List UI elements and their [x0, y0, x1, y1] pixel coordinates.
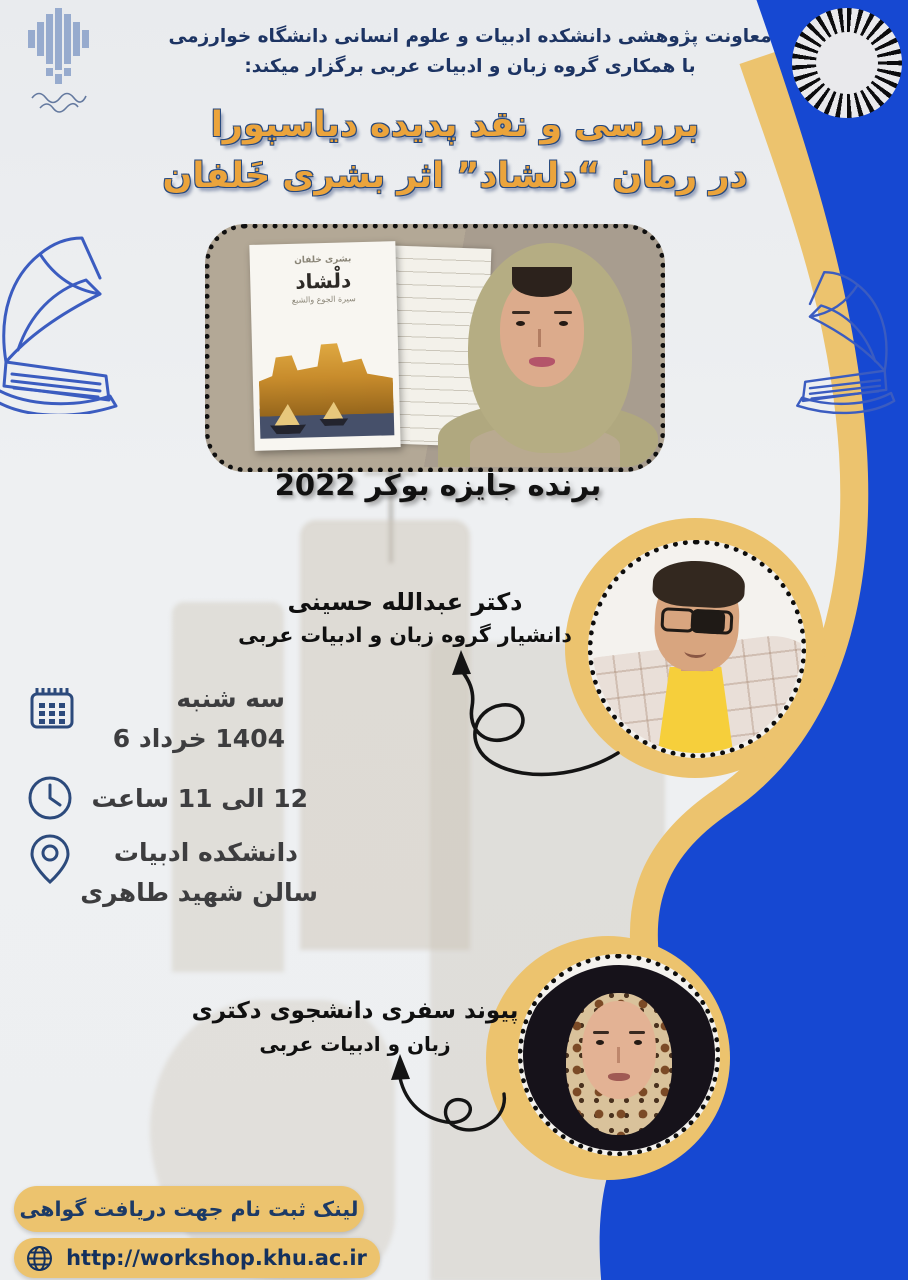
book-cover [249, 241, 400, 451]
author-hair [512, 267, 572, 297]
event-title [105, 100, 805, 202]
speaker2-role: زبان و ادبیات عربی [259, 1031, 451, 1056]
author-lips [529, 357, 555, 367]
curly-arrow [372, 1042, 512, 1142]
speaker2-brow [593, 1031, 609, 1034]
book-cover-author: بشری خلفان [294, 254, 352, 266]
event-time: 12 الی 11 ساعت [91, 784, 308, 813]
speaker2-lips [608, 1073, 630, 1081]
speaker2-eye [596, 1040, 604, 1045]
calendar-icon [28, 684, 76, 732]
registration-link-label: لینک ثبت نام جهت دریافت گواهی [19, 1197, 359, 1221]
author-eye [559, 321, 568, 326]
speaker2-brow [629, 1031, 645, 1034]
title-line2: در رمان “دلشاد” اثر بشری خَلفان [162, 155, 748, 196]
speaker1-shirt [657, 667, 733, 755]
event-hall: سالن شهید طاهری [80, 878, 318, 907]
speaker1-info [230, 584, 580, 651]
speaker1-hair [652, 559, 746, 610]
award-caption: برنده جایزه بوکر 2022 [274, 468, 602, 502]
kharazmi-university-logo [24, 6, 94, 118]
author-nose [538, 329, 541, 347]
title-line1: بررسی و نقد پدیده دیاسپورا [210, 105, 700, 145]
speaker2-eye [634, 1040, 642, 1045]
book-cover-subtitle: سیرة الجوع والشبع [291, 294, 356, 305]
organizer-text [140, 22, 800, 81]
clock-icon [24, 772, 76, 824]
event-venue: دانشکده ادبیات [113, 838, 298, 867]
open-book-illustration [0, 234, 183, 414]
speaker1-glasses [659, 607, 736, 631]
organizer-line1: معاونت پژوهشی دانشکده ادبیات و علوم انسانی دانشگاه خوارزمی [168, 26, 772, 47]
book-cover-boat-art [270, 404, 307, 435]
speaker2-nose [617, 1047, 620, 1063]
event-date: 1404 خرداد 6 [112, 724, 285, 753]
author-face [500, 275, 584, 387]
book-cover-title: دلْشاد [295, 268, 352, 294]
author-portrait [434, 229, 660, 467]
book-cover-boat-art [319, 401, 348, 426]
author-brow [554, 311, 572, 314]
organizer-line2: با همکاری گروه زبان و ادبیات عربی برگزار میکند: [244, 55, 696, 77]
book-banner-photo [205, 224, 665, 472]
registration-link-pill[interactable] [14, 1186, 364, 1232]
speaker2-face [582, 1001, 656, 1099]
globe-icon [26, 1245, 53, 1272]
speaker1-smile [684, 644, 707, 658]
spiral-badge [792, 8, 902, 118]
author-eye [516, 321, 525, 326]
author-brow [512, 311, 530, 314]
workshop-url[interactable]: http://workshop.khu.ac.ir [66, 1246, 367, 1270]
speaker1-face [652, 567, 741, 673]
curly-arrow [428, 645, 623, 780]
speaker2-name: پیوند سفری دانشجوی دکتری [191, 998, 519, 1024]
event-day: سه شنبه [176, 684, 285, 713]
workshop-url-pill[interactable] [14, 1238, 380, 1278]
location-pin-icon [26, 832, 74, 886]
open-book-illustration [744, 248, 899, 433]
speaker1-name: دکتر عبدالله حسینی [287, 588, 523, 616]
speaker1-role: دانشیار گروه زبان و ادبیات عربی [238, 623, 572, 647]
